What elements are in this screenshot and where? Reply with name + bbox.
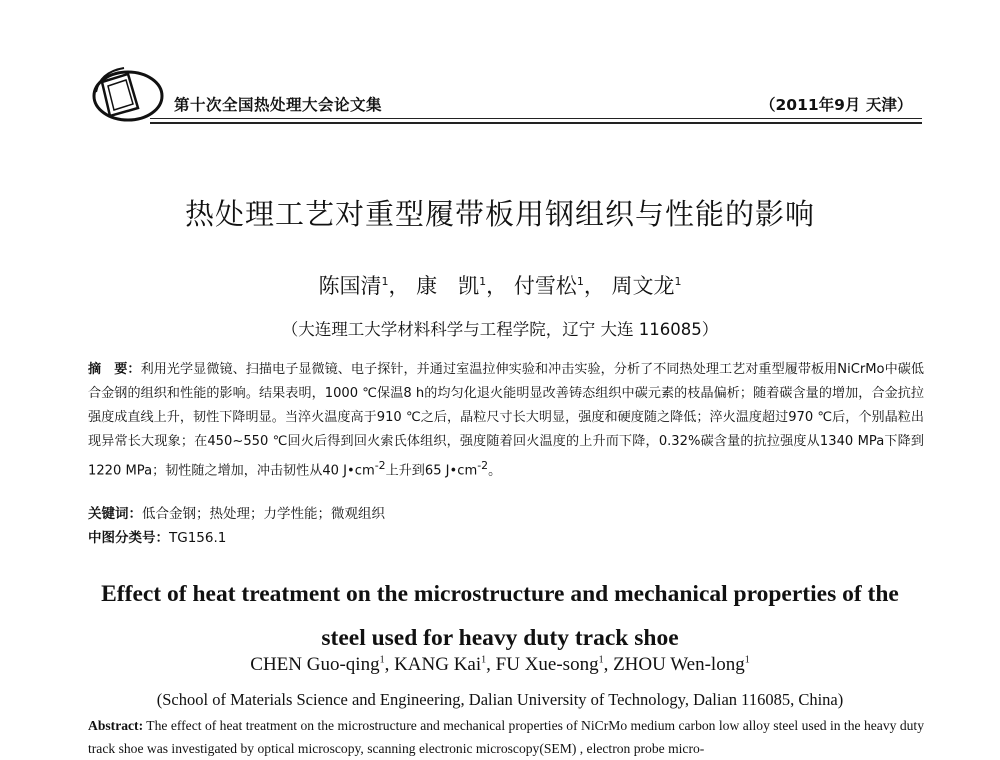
paper-title-en-line1: Effect of heat treatment on the microstructure and mechanical properties of the: [101, 581, 899, 607]
author-cn-affil-mark: 1: [479, 275, 487, 288]
author-en-affil-mark: 1: [744, 654, 750, 666]
author-cn-affil-mark: 1: [674, 275, 682, 288]
conference-date-place: （2011年9月 天津）: [760, 96, 913, 114]
paper-title-en-line2: steel used for heavy duty track shoe: [321, 625, 679, 651]
author-en: KANG Kai: [394, 654, 482, 675]
abstract-cn-text-mid: 上升到65 J•cm: [385, 463, 478, 479]
classification-label: 中图分类号：: [88, 530, 169, 546]
abstract-en-label: Abstract:: [88, 718, 144, 733]
conference-logo-icon: [88, 64, 166, 124]
author-en-affil-mark: 1: [379, 654, 385, 666]
abstract-cn-text-end: 。: [488, 463, 502, 479]
author-cn-affil-mark: 1: [381, 275, 389, 288]
author-en: CHEN Guo-qing: [250, 654, 380, 675]
header-rule-thin: [150, 118, 922, 119]
authors-en: CHEN Guo-qing$^1$, KANG Kai$^1$, FU Xue-song$^1$, ZHOU Wen-long$^1$: [250, 654, 750, 675]
unit-exponent: -2: [477, 459, 489, 472]
author-cn-affil-mark: 1: [576, 275, 584, 288]
abstract-en: [88, 714, 924, 760]
author-en: FU Xue-song: [495, 654, 599, 675]
author-cn: 康 凯: [416, 274, 480, 298]
author-en-affil-mark: 1: [481, 654, 487, 666]
header-rule-thick: [150, 122, 922, 124]
affiliation-cn: （大连理工大学材料科学与工程学院，辽宁 大连 116085）: [281, 320, 719, 339]
author-cn: 周文龙: [611, 274, 675, 298]
keywords-text: 低合金钢；热处理；力学性能；微观组织: [142, 506, 385, 522]
keywords-label: 关键词：: [88, 506, 142, 522]
unit-exponent: -2: [374, 459, 386, 472]
paper-title-en: [0, 572, 1000, 660]
paper-title-cn: 热处理工艺对重型履带板用钢组织与性能的影响: [184, 197, 815, 231]
abstract-cn-label: 摘 要：: [88, 362, 141, 377]
proceedings-title: 第十次全国热处理大会论文集: [174, 96, 383, 114]
classification-value: TG156.1: [169, 530, 227, 546]
keywords-cn: [88, 502, 385, 522]
author-cn: 付雪松: [513, 274, 577, 298]
abstract-en-text: The effect of heat treatment on the microstructure and mechanical properties of NiCrMo medium carbon low alloy steel used in the heavy duty track shoe was investigated by optical microscopy, scanning electronic microscopy(SEM) , electron probe micro-: [88, 718, 924, 756]
authors-cn: 陈国清$^1$， 康 凯$^1$， 付雪松$^1$， 周文龙$^1$: [318, 274, 682, 298]
author-cn: 陈国清: [318, 274, 382, 298]
abstract-cn: [88, 358, 924, 483]
abstract-cn-text: 利用光学显微镜、扫描电子显微镜、电子探针，并通过室温拉伸实验和冲击实验，分析了不同热处理工艺对重型履带板用NiCrMo中碳低合金钢的组织和性能的影响。结果表明，1000 ℃保温8 h的均匀化退火能明显改善铸态组织中碳元素的枝晶偏析；随着碳含量的增加，合金抗拉强度成直线上升，韧性下降明显。当淬火温度高于910 ℃之后，晶粒尺寸长大明显，强度和硬度随之降低；淬火温度超过970 ℃后，个别晶粒出现异常长大现象；在450~550 ℃回火后得到回火索氏体组织，强度随着回火温度的上升而下降，0.32%碳含量的抗拉强度从1340 MPa下降到1220 MPa；韧性随之增加，冲击韧性从40 J•cm: [88, 362, 925, 479]
author-en-affil-mark: 1: [598, 654, 604, 666]
classification-code: [88, 526, 226, 546]
affiliation-en: (School of Materials Science and Engineering, Dalian University of Technology, Dalian 116085, China): [156, 690, 844, 709]
author-en: ZHOU Wen-long: [613, 654, 745, 675]
